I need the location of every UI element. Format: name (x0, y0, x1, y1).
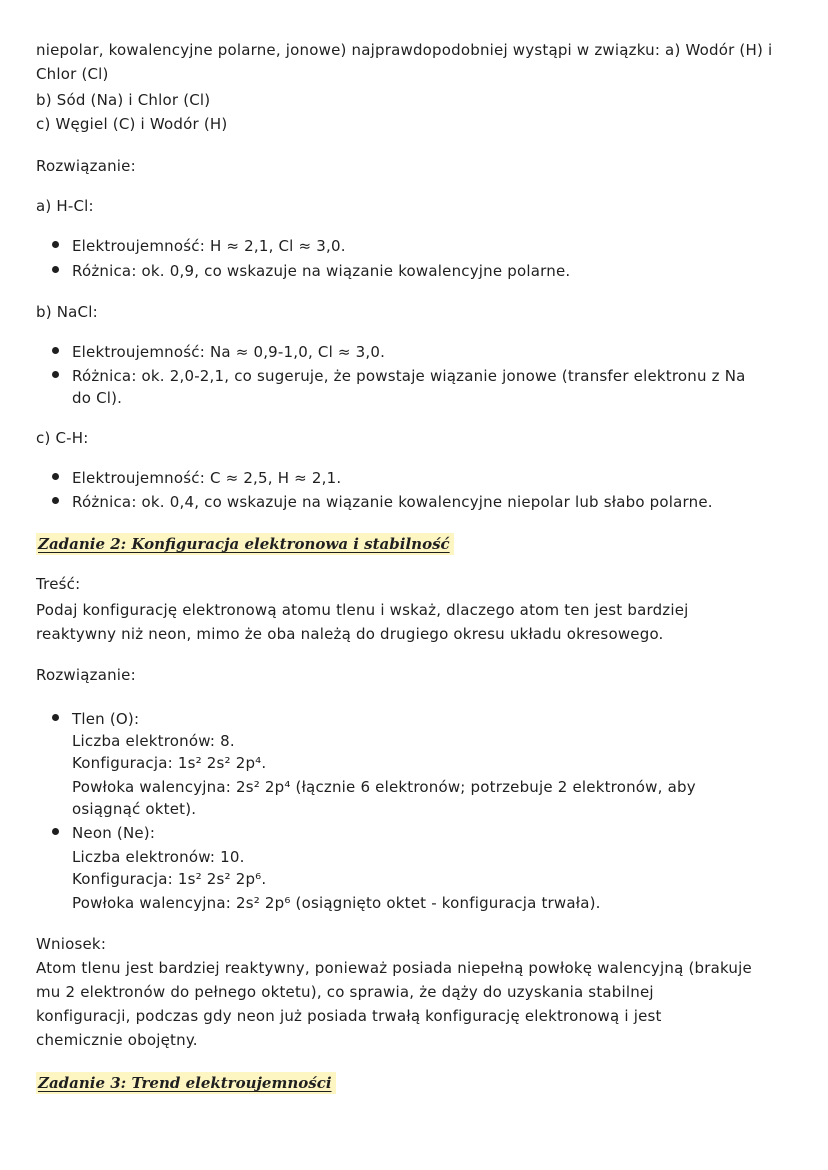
detail-line: Powłoka walencyjna: 2s² 2p⁶ (osiągnięto oktet - konfiguracja trwała). (72, 894, 601, 912)
content-line: reaktywny niż neon, mimo że oba należą do drugiego okresu układu okresowego. (36, 625, 664, 643)
detail-line: Konfiguracja: 1s² 2s² 2p⁴. (72, 754, 267, 772)
intro-line: niepolar, kowalencyjne polarne, jonowe) najprawdopodobniej wystąpi w związku: a) Wodór (H) i (36, 41, 773, 59)
content-label: Treść: (36, 575, 81, 593)
conclusion-line: mu 2 elektronów do pełnego oktetu), co sprawia, że dąży do uzyskania stabilnej (36, 983, 654, 1001)
list-item-text: Elektroujemność: Na ≈ 0,9-1,0, Cl ≈ 3,0. (72, 343, 386, 361)
conclusion-line: chemicznie obojętny. (36, 1031, 198, 1049)
bullet-icon (52, 266, 59, 273)
list-item (52, 236, 346, 256)
list-item-text: Różnica: ok. 0,4, co wskazuje na wiązanie kowalencyjne niepolar lub słabo polarne. (72, 493, 713, 511)
list-item (52, 709, 139, 729)
list-item-text: Elektroujemność: H ≈ 2,1, Cl ≈ 3,0. (72, 237, 346, 255)
conclusion-line: Atom tlenu jest bardziej reaktywny, ponieważ posiada niepełną powłokę walencyjną (brakuje (36, 959, 752, 977)
content-line: Podaj konfigurację elektronową atomu tlenu i wskaż, dlaczego atom ten jest bardziej (36, 601, 689, 619)
conclusion-line: konfiguracji, podczas gdy neon już posiada trwałą konfigurację elektronową i jest (36, 1007, 662, 1025)
bullet-icon (52, 473, 59, 480)
list-item-text: Tlen (O): (72, 710, 140, 728)
conclusion-label: Wniosek: (36, 935, 107, 953)
intro-line: Chlor (Cl) (36, 65, 109, 83)
section-heading: Zadanie 3: Trend elektroujemności (36, 1072, 336, 1094)
list-item-text: Neon (Ne): (72, 824, 156, 842)
detail-line: Liczba elektronów: 10. (72, 848, 245, 866)
list-item (52, 366, 746, 386)
list-item (52, 468, 341, 488)
bullet-icon (52, 371, 59, 378)
intro-line: b) Sód (Na) i Chlor (Cl) (36, 91, 211, 109)
detail-line: Konfiguracja: 1s² 2s² 2p⁶. (72, 870, 267, 888)
list-item-text: Elektroujemność: C ≈ 2,5, H ≈ 2,1. (72, 469, 342, 487)
solution-label: Rozwiązanie: (36, 666, 136, 684)
list-item-continuation: do Cl). (72, 389, 123, 407)
list-item-text: Różnica: ok. 0,9, co wskazuje na wiązanie kowalencyjne polarne. (72, 262, 571, 280)
bullet-icon (52, 347, 59, 354)
list-item (52, 342, 385, 362)
detail-line: Powłoka walencyjna: 2s² 2p⁴ (łącznie 6 elektronów; potrzebuje 2 elektronów, aby (72, 778, 696, 796)
subpoint-label: c) C-H: (36, 429, 89, 447)
section-heading: Zadanie 2: Konfiguracja elektronowa i stabilność (36, 533, 454, 555)
list-item (52, 261, 570, 281)
detail-line: osiągnąć oktet). (72, 800, 197, 818)
bullet-icon (52, 828, 59, 835)
list-item (52, 492, 713, 512)
bullet-icon (52, 241, 59, 248)
bullet-icon (52, 714, 59, 721)
intro-line: c) Węgiel (C) i Wodór (H) (36, 115, 228, 133)
subpoint-label: a) H-Cl: (36, 197, 94, 215)
solution-label: Rozwiązanie: (36, 157, 136, 175)
list-item (52, 823, 155, 843)
list-item-text: Różnica: ok. 2,0-2,1, co sugeruje, że powstaje wiązanie jonowe (transfer elektronu z Na (72, 367, 746, 385)
subpoint-label: b) NaCl: (36, 303, 98, 321)
detail-line: Liczba elektronów: 8. (72, 732, 235, 750)
bullet-icon (52, 497, 59, 504)
